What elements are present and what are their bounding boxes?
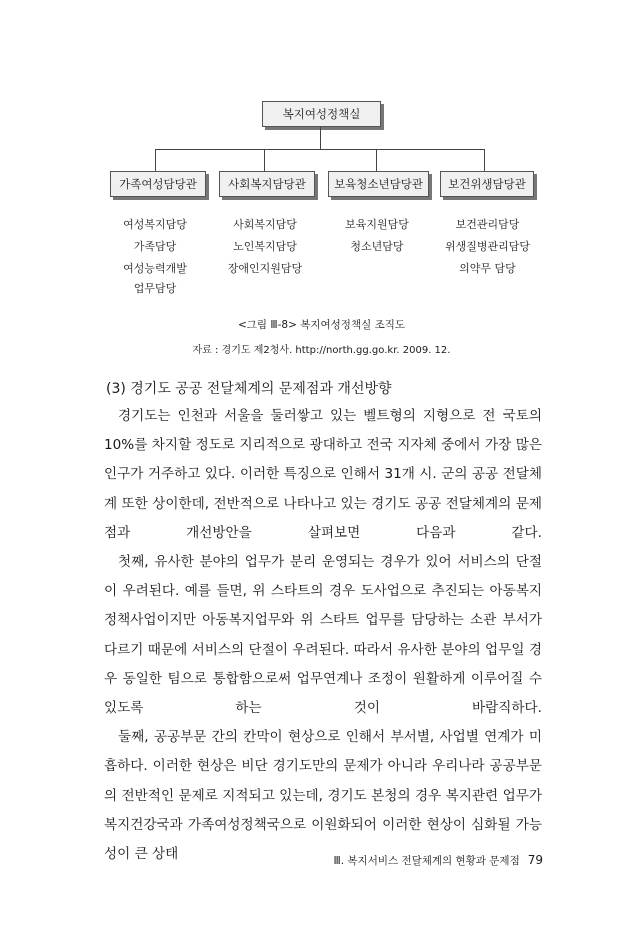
org-top-box bbox=[262, 101, 381, 127]
connector-drop-2 bbox=[264, 149, 265, 171]
page-footer bbox=[334, 853, 544, 868]
footer-chapter: Ⅲ. 복지서비스 전달체계의 현황과 문제점 bbox=[333, 855, 520, 867]
dept-duties-2 bbox=[210, 214, 320, 280]
page-number: 79 bbox=[527, 853, 543, 867]
connector-vertical-top bbox=[320, 127, 321, 149]
dept-label-2: 사회복지담당관 bbox=[228, 177, 306, 191]
duty-item: 여성복지담당 bbox=[123, 218, 187, 231]
figure-source: 자료 : 경기도 제2청사. http://north.gg.go.kr. 2009. 12. bbox=[192, 345, 451, 356]
duty-item: 청소년담당 bbox=[350, 240, 404, 253]
paragraph-2: 첫째, 유사한 분야의 업무가 분리 운영되는 경우가 있어 서비스의 단절이 우려된다. 예를 들면, 위 스타트의 경우 도사업으로 추진되는 아동복지 정책사업이지만 아동복지업무와 위 스타트 업무를 담당하는 소관 부서가 다르기 때문에 서비스의 단절이 우려된다. 따라서 유사한 분야의 업무일 경우 동일한 팀으로 통합함으로써 업무연계나 조정이 원활하게 이루어질 수 있도록 하는 것이 바람직하다. bbox=[104, 554, 542, 717]
figure-caption: <그림 Ⅲ-8> 복지여성정책실 조직도 bbox=[237, 319, 406, 331]
connector-horizontal bbox=[155, 149, 484, 150]
dept-box-2 bbox=[219, 171, 315, 197]
dept-label-1: 가족여성담당관 bbox=[119, 177, 197, 191]
connector-drop-1 bbox=[155, 149, 156, 171]
paragraph-1: 경기도는 인천과 서울을 둘러쌓고 있는 벨트형의 지형으로 전 국토의 10%를 차지할 정도로 지리적으로 광대하고 전국 지자체 중에서 가장 많은 인구가 거주하고 있다. 이러한 특징으로 인해서 31개 시. 군의 공공 전달체계 또한 상이한데, 전반적으로 나타나고 있는 경기도 공공 전달체계의 문제점과 개선방안을 살펴보면 다음과 같다. bbox=[104, 408, 542, 541]
duty-item: 위생질병관리담당 bbox=[444, 240, 530, 253]
dept-duties-4 bbox=[430, 214, 545, 280]
duty-item: 의약무 담당 bbox=[459, 262, 516, 275]
dept-box-1 bbox=[110, 171, 206, 197]
duty-item: 보건관리담당 bbox=[455, 218, 520, 231]
duty-item: 여성능력개발 bbox=[123, 262, 187, 275]
dept-duties-1 bbox=[100, 214, 210, 298]
org-top-label: 복지여성정책실 bbox=[282, 107, 361, 121]
duty-item: 가족담당 bbox=[133, 240, 177, 253]
connector-drop-4 bbox=[484, 149, 485, 171]
duty-item: 사회복지담당 bbox=[233, 218, 297, 231]
dept-duties-3 bbox=[322, 214, 432, 258]
section-heading: (3) 경기도 공공 전달체계의 문제점과 개선방향 bbox=[106, 381, 392, 397]
duty-item: 업무담당 bbox=[133, 282, 177, 295]
dept-label-3: 보육청소년담당관 bbox=[334, 177, 423, 191]
dept-box-4 bbox=[440, 171, 534, 197]
dept-label-4: 보건위생담당관 bbox=[448, 177, 526, 191]
duty-item: 노인복지담당 bbox=[233, 240, 297, 253]
paragraph-3: 둘째, 공공부문 간의 칸막이 현상으로 인해서 부서별, 사업별 연계가 미흡하다. 이러한 현상은 비단 경기도만의 문제가 아니라 우리나라 공공부문의 전반적인 문제로 지적되고 있는데, 경기도 본청의 경우 복지관련 업무가 복지건강국과 가족여성정책국으로 이원화되어 이러한 현상이 심화될 가능성이 큰 상태 bbox=[104, 729, 542, 863]
body-text bbox=[104, 402, 542, 869]
connector-drop-3 bbox=[376, 149, 377, 171]
duty-item: 보육지원담당 bbox=[345, 218, 409, 231]
dept-box-3 bbox=[328, 171, 429, 197]
duty-item: 장애인지원담당 bbox=[227, 262, 303, 275]
